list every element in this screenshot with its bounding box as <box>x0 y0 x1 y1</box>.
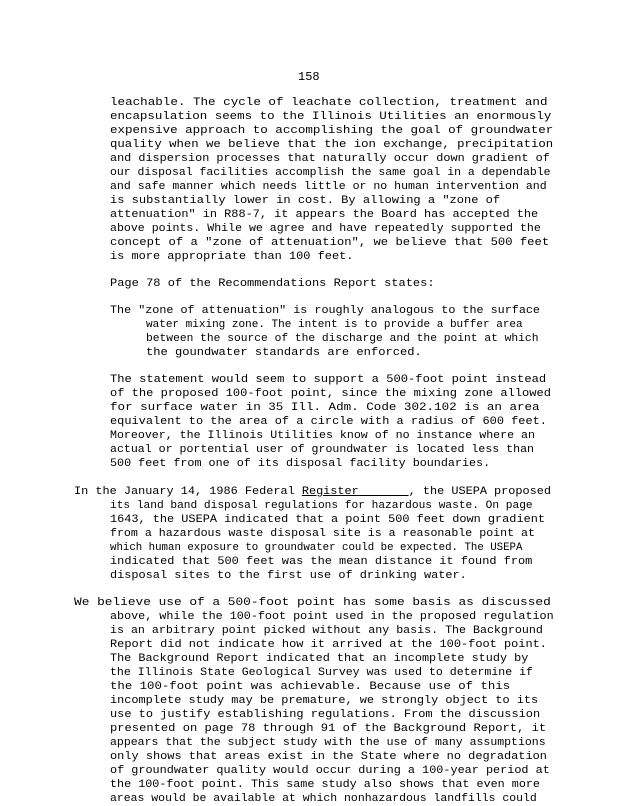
page-number: 158 <box>298 70 320 84</box>
text-line: areas would be available at which nonhazardous landfills could <box>110 793 537 805</box>
text-line: attenuation" in R88-7, it appears the Board has accepted the <box>110 209 539 221</box>
text-line: The statement would seem to support a 500-foot point instead <box>110 374 547 386</box>
text-line: of the proposed 100-foot point, since the mixing zone allowed <box>110 388 551 400</box>
text-line: from a hazardous waste disposal site is a reasonable point at <box>110 528 535 540</box>
text-line: is more appropriate than 100 feet. <box>110 251 354 263</box>
text-line: the 100-foot point. This same study also shows that even more <box>110 779 540 791</box>
quote-line: The "zone of attenuation" is roughly analogous to the surface <box>110 305 540 317</box>
text-line <box>74 486 551 499</box>
underline-gap <box>359 486 409 498</box>
text-line: for surface water in 35 Ill. Adm. Code 302.102 is an area <box>110 402 540 414</box>
federal-register-title: Register <box>301 486 359 498</box>
text-line: incomplete study may be premature, we strongly object to its <box>110 695 539 707</box>
text-line: The Background Report indicated that an incomplete study by <box>110 653 529 665</box>
text-line: above, while the 100-foot point used in the proposed regulation <box>110 611 554 623</box>
text-segment: In the January 14, 1986 Federal <box>74 486 302 498</box>
text-line: and safe manner which needs little or no human intervention and <box>110 181 547 193</box>
text-line: our disposal facilities accomplish the same goal in a dependable <box>110 167 551 179</box>
quote-line: water mixing zone. The intent is to provide a buffer area <box>146 319 523 331</box>
text-line: use to justify establishing regulations. From the discussion <box>110 709 541 721</box>
text-line: 500 feet from one of its disposal facility boundaries. <box>110 458 491 470</box>
text-line: expensive approach to accomplishing the goal of groundwater <box>110 125 554 137</box>
text-line: is substantially lower in cost. By allowing a "zone of <box>110 195 501 207</box>
text-line: and dispersion processes that naturally occur down gradient of <box>110 153 550 165</box>
quote-line: between the source of the discharge and the point at which <box>146 333 539 345</box>
text-line: equivalent to the area of a circle with a radius of 600 feet. <box>110 416 547 428</box>
text-line: Report did not indicate how it arrived at the 100-foot point. <box>110 639 547 651</box>
text-line: actual or portential user of groundwater is located less than <box>110 444 534 456</box>
text-line: We believe use of a 500-foot point has some basis as discussed <box>74 597 551 609</box>
text-line: Moreover, the Illinois Utilities know of no instance where an <box>110 430 535 442</box>
text-line: its land band disposal regulations for hazardous waste. On page <box>110 500 533 512</box>
text-line: of groundwater quality would occur during a 100-year period at <box>110 765 550 777</box>
text-line: appears that the subject study with the use of many assumptions <box>110 737 546 749</box>
quote-line: the goundwater standards are enforced. <box>146 347 422 359</box>
paragraph-2: Page 78 of the Recommendations Report states: <box>110 278 435 290</box>
text-line: is an arbitrary point picked without any basis. The Background <box>110 625 543 637</box>
text-line: concept of a "zone of attenuation", we believe that 500 feet <box>110 237 550 249</box>
text-line: indicated that 500 feet was the mean distance it found from <box>110 556 533 568</box>
text-line: encapsulation seems to the Illinois Utilities an enormously <box>110 111 552 123</box>
text-segment: , the USEPA proposed <box>408 486 552 498</box>
text-line: quality when we believe that the ion exchange, precipitation <box>110 139 554 151</box>
text-line: the Illinois State Geological Survey was used to determine if <box>110 667 533 679</box>
text-line: disposal sites to the first use of drinking water. <box>110 570 467 582</box>
text-line: only shows that areas exist in the State where no degradation <box>110 751 547 763</box>
text-line: 1643, the USEPA indicated that a point 500 feet down gradient <box>110 514 545 526</box>
text-line: above points. While we agree and have repeatedly supported the <box>110 223 541 235</box>
text-line: leachable. The cycle of leachate collection, treatment and <box>110 97 548 109</box>
text-line: presented on page 78 through 91 of the Background Report, it <box>110 723 547 735</box>
text-line: which human exposure to groundwater could be expected. The USEPA <box>110 542 523 554</box>
text-line: the 100-foot point was achievable. Because use of this <box>110 681 511 693</box>
